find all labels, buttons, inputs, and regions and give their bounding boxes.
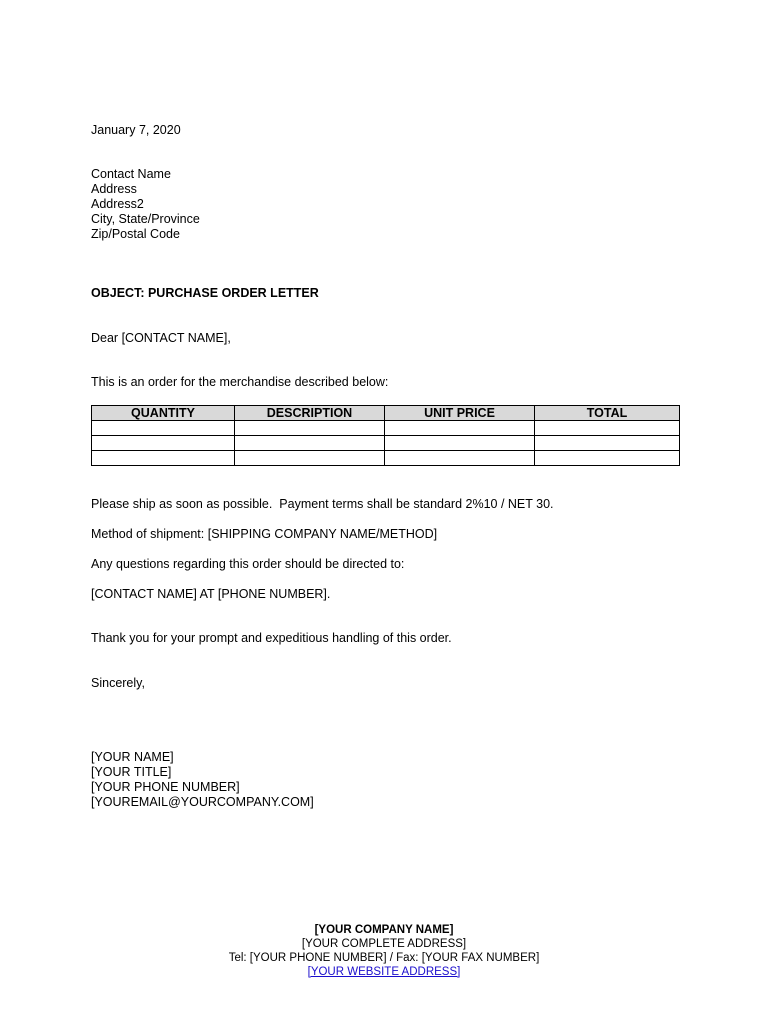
table-cell <box>385 421 535 436</box>
table-cell <box>535 421 680 436</box>
header-unit-price: UNIT PRICE <box>385 406 535 421</box>
table-cell <box>535 436 680 451</box>
table-cell <box>535 451 680 466</box>
contact-directive <box>91 587 330 602</box>
footer-website-link[interactable]: [YOUR WEBSITE ADDRESS] <box>307 966 461 978</box>
shipment-method <box>91 527 437 542</box>
intro-text: This is an order for the merchandise described below: <box>91 375 389 389</box>
questions-directive <box>91 557 404 572</box>
header-quantity: QUANTITY <box>92 406 235 421</box>
shipment-method-text: Method of shipment: [SHIPPING COMPANY NAME/METHOD] <box>91 527 438 541</box>
order-table <box>91 405 680 466</box>
signature-email: [YOUREMAIL@YOURCOMPANY.COM] <box>91 795 314 809</box>
recipient-zip: Zip/Postal Code <box>91 227 180 241</box>
letter-object <box>91 286 319 301</box>
signature-title: [YOUR TITLE] <box>91 765 172 779</box>
table-cell <box>385 451 535 466</box>
letter-greeting <box>91 331 231 346</box>
shipping-terms <box>91 497 554 512</box>
object-text: OBJECT: PURCHASE ORDER LETTER <box>91 286 319 300</box>
contact-line-text: [CONTACT NAME] AT [PHONE NUMBER]. <box>91 587 331 601</box>
greeting-text: Dear [CONTACT NAME], <box>91 331 231 345</box>
table-row <box>92 451 680 466</box>
letter-intro <box>91 375 388 390</box>
table-cell <box>92 451 235 466</box>
page-footer <box>0 923 768 979</box>
table-cell <box>92 421 235 436</box>
signature-name: [YOUR NAME] <box>91 750 174 764</box>
header-total: TOTAL <box>535 406 680 421</box>
closing-text: Sincerely, <box>91 676 145 690</box>
header-description: DESCRIPTION <box>235 406 385 421</box>
table-cell <box>235 451 385 466</box>
thanks-paragraph <box>91 631 452 646</box>
recipient-city-state: City, State/Province <box>91 212 200 226</box>
questions-text: Any questions regarding this order should be directed to: <box>91 557 405 571</box>
table-cell <box>385 436 535 451</box>
shipping-terms-text: Please ship as soon as possible. Payment terms shall be standard 2%10 / NET 30. <box>91 497 554 511</box>
recipient-address-line1: Address <box>91 182 137 196</box>
table-cell <box>92 436 235 451</box>
letter-date <box>91 123 181 138</box>
table-row <box>92 421 680 436</box>
recipient-address <box>91 167 200 242</box>
signature-block <box>91 750 314 810</box>
table-cell <box>235 421 385 436</box>
footer-address: [YOUR COMPLETE ADDRESS] <box>301 938 467 950</box>
table-row <box>92 436 680 451</box>
footer-company-name: [YOUR COMPANY NAME] <box>314 924 454 936</box>
signature-phone: [YOUR PHONE NUMBER] <box>91 780 240 794</box>
letter-closing <box>91 676 145 691</box>
footer-phone-fax: Tel: [YOUR PHONE NUMBER] / Fax: [YOUR FAX NUMBER] <box>228 952 540 964</box>
order-table-header-row <box>92 406 680 421</box>
date-text: January 7, 2020 <box>91 123 181 137</box>
table-cell <box>235 436 385 451</box>
recipient-contact-name: Contact Name <box>91 167 171 181</box>
recipient-address-line2: Address2 <box>91 197 144 211</box>
thanks-text: Thank you for your prompt and expeditious handling of this order. <box>91 631 452 645</box>
